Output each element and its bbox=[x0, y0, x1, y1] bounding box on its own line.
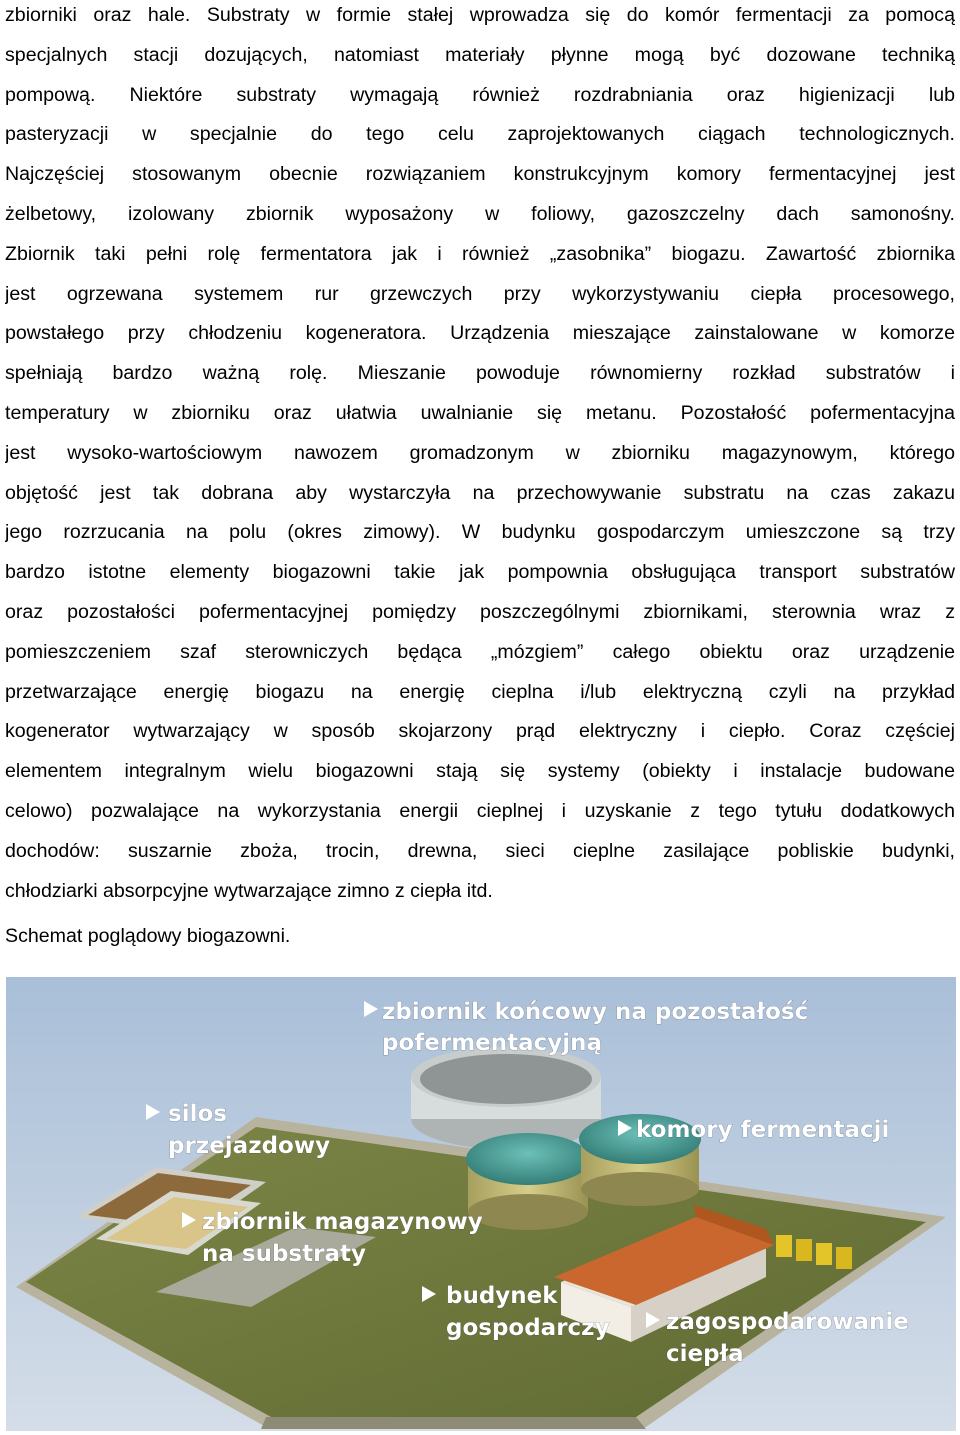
text-line: specjalnych stacji dozujących, natomiast materiały płynne mogą być dozowane techniką bbox=[5, 43, 955, 66]
text-line: celowo) pozwalające na wykorzystania energii cieplnej i uzyskanie z tego tytułu dodatkowych bbox=[5, 799, 955, 822]
text-line: dochodów: suszarnie zboża, trocin, drewna, sieci cieplne zasilające pobliskie budynki, bbox=[5, 839, 955, 862]
text-line: temperatury w zbiorniku oraz ułatwia uwalnianie się metanu. Pozostałość pofermentacyjna bbox=[5, 401, 955, 424]
text-line: zbiorniki oraz hale. Substraty w formie stałej wprowadza się do komór fermentacji za pomocą bbox=[5, 4, 955, 26]
text-line: żelbetowy, izolowany zbiornik wyposażony w foliowy, gazoszczelny dach samonośny. bbox=[5, 202, 955, 225]
label-building-line1: budynek bbox=[446, 1283, 558, 1309]
text-line: pomieszczeniem szaf sterowniczych będąca „mózgiem” całego obiektu oraz urządzenie bbox=[5, 640, 955, 663]
biogas-plant-illustration bbox=[6, 977, 956, 1431]
label-storage-line1: zbiornik magazynowy bbox=[202, 1209, 483, 1235]
fermentation-tank-left bbox=[466, 1133, 590, 1230]
text-line: jest wysoko-wartościowym nawozem gromadzonym w zbiorniku magazynowym, którego bbox=[5, 441, 955, 464]
text-line: jego rozrzucania na polu (okres zimowy). W budynku gospodarczym umieszczone są trzy bbox=[5, 521, 955, 544]
text-line: kogenerator wytwarzający w sposób skojarzony prąd elektryczny i ciepło. Coraz częściej bbox=[5, 720, 955, 743]
label-heat-line1: zagospodarowanie bbox=[666, 1309, 909, 1335]
label-heat-line2: ciepła bbox=[666, 1341, 744, 1367]
label-building-line2: gospodarczy bbox=[446, 1315, 610, 1341]
body-paragraph bbox=[5, 0, 955, 915]
label-storage-line2: na substraty bbox=[202, 1241, 366, 1267]
label-fermentation-text: komory fermentacji bbox=[636, 1117, 890, 1143]
text-line: bardzo istotne elementy biogazowni takie jak pompownia obsługująca transport substratów bbox=[5, 561, 955, 584]
figure-caption: Schemat poglądowy biogazowni. bbox=[5, 925, 291, 947]
text-line: jest ogrzewana systemem rur grzewczych przy wykorzystywaniu ciepła procesowego, bbox=[5, 282, 955, 305]
label-final-tank-line1: zbiornik końcowy na pozostałość bbox=[382, 999, 809, 1025]
text-line: pasteryzacji w specjalnie do tego celu zaprojektowanych ciągach technologicznych. bbox=[5, 123, 955, 146]
text-line: elementem integralnym wielu biogazowni stają się systemy (obiekty i instalacje budowane bbox=[5, 760, 955, 783]
text-line: pompową. Niektóre substraty wymagają również rozdrabniania oraz higienizacji lub bbox=[5, 83, 955, 106]
label-fermentation bbox=[618, 1117, 889, 1143]
text-line: spełniają bardzo ważną rolę. Mieszanie powoduje równomierny rozkład substratów i bbox=[5, 362, 955, 385]
text-line: objętość jest tak dobrana aby wystarczyła na przechowywanie substratu na czas zakazu bbox=[5, 481, 955, 504]
final-tank bbox=[411, 1047, 601, 1149]
text-line: oraz pozostałości pofermentacyjnej pomiędzy poszczególnymi zbiornikami, sterownia wraz z bbox=[5, 600, 955, 623]
ground-edge bbox=[261, 1417, 646, 1429]
biogas-plant-figure bbox=[6, 977, 956, 1431]
label-silos-line2: przejazdowy bbox=[168, 1133, 331, 1159]
label-final-tank-line2: pofermentacyjną bbox=[382, 1030, 603, 1056]
text-line: powstałego przy chłodzeniu kogeneratora. Urządzenia mieszające zainstalowane w komorze bbox=[5, 322, 955, 345]
text-line: przetwarzające energię biogazu na energię cieplna i/lub elektryczną czyli na przykład bbox=[5, 680, 955, 703]
text-line: Zbiornik taki pełni rolę fermentatora jak i również „zasobnika” biogazu. Zawartość zbiornika bbox=[5, 242, 955, 265]
label-silos-line1: silos bbox=[168, 1101, 227, 1127]
text-line: Najczęściej stosowanym obecnie rozwiązaniem konstrukcyjnym komory fermentacyjnej jest bbox=[5, 163, 955, 186]
text-line-last: chłodziarki absorpcyjne wytwarzające zimno z ciepła itd. bbox=[5, 879, 493, 902]
